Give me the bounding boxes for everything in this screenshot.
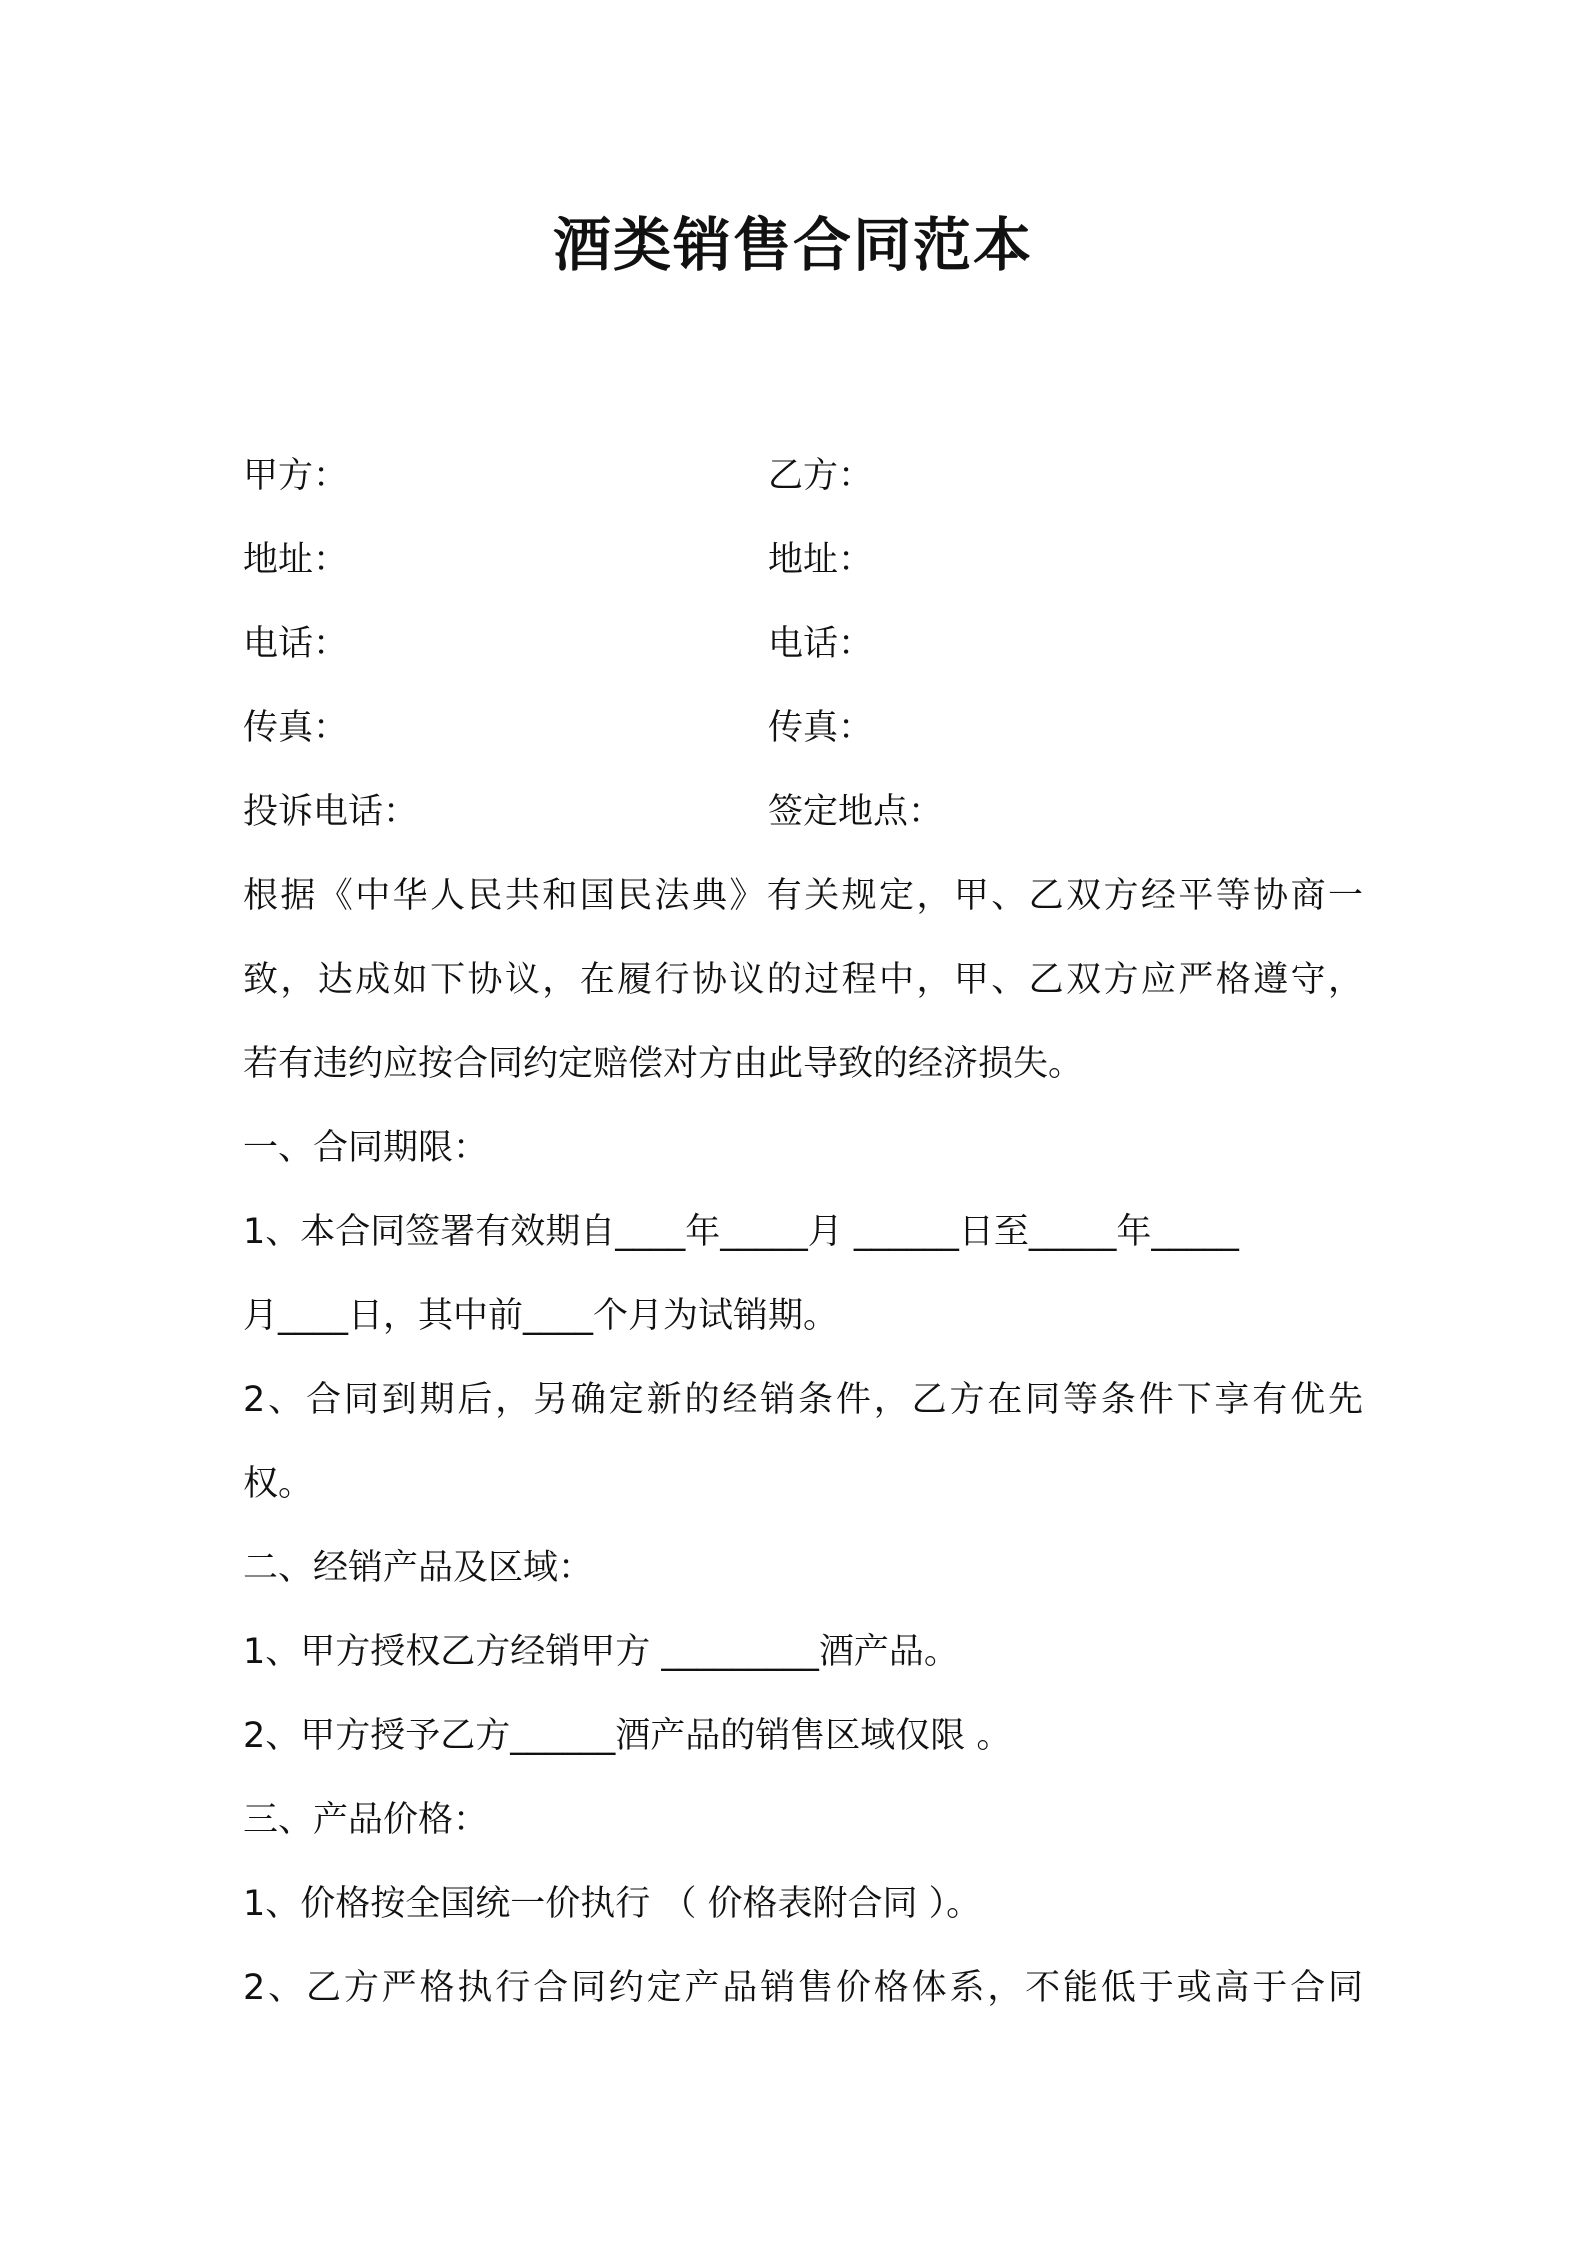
preamble-line-3: 若有违约应按合同约定赔偿对方由此导致的经济损失。 [243,1044,1084,1084]
price-clause-1: 1、价格按全国统一价执行 （ 价格表附合同 ）。 [243,1884,982,1924]
document-title: 酒类销售合同范本 [552,211,1033,279]
term-clause-2-line-2: 权。 [243,1464,314,1504]
term-clause-1-line-2: 月____日，其中前____个月为试销期。 [243,1296,839,1336]
party-row-name [243,434,1363,518]
party-b-fax-label: 传真： [768,708,874,748]
party-b-phone-label: 电话： [768,624,874,664]
section-heading-price: 三、产品价格： [243,1800,489,1840]
preamble-line-1: 根据《中华人民共和国民法典》有关规定，甲、乙双方经平等协商一 [243,876,1363,916]
term-clause-2-line-1: 2、合同到期后，另确定新的经销条件，乙方在同等条件下享有优先 [243,1380,1363,1420]
party-a-phone-label: 电话： [243,624,349,664]
preamble-line-2: 致，达成如下协议，在履行协议的过程中，甲、乙双方应严格遵守， [243,960,1363,1000]
party-row-address [243,518,1363,602]
signing-place-label: 签定地点： [768,792,944,832]
party-a-name-label: 甲方： [243,456,349,496]
section-heading-products: 二、经销产品及区域： [243,1548,594,1588]
term-clause-1-line-1: 1、本合同签署有效期自____年_____月 ______日至_____年_____ [243,1212,1239,1252]
complaint-phone-label: 投诉电话： [243,792,419,832]
party-b-address-label: 地址： [768,540,874,580]
price-clause-2: 2、乙方严格执行合同约定产品销售价格体系，不能低于或高于合同 [243,1968,1363,2008]
party-row-fax [243,686,1363,770]
party-a-address-label: 地址： [243,540,349,580]
section-heading-term: 一、合同期限： [243,1128,489,1168]
products-clause-1: 1、甲方授权乙方经销甲方 _________酒产品。 [243,1632,959,1672]
products-clause-2: 2、甲方授予乙方______酒产品的销售区域仅限 。 [243,1716,1012,1756]
party-a-fax-label: 传真： [243,708,349,748]
party-row-phone [243,602,1363,686]
party-row-complaint-place [243,770,1363,854]
party-b-name-label: 乙方： [768,456,874,496]
